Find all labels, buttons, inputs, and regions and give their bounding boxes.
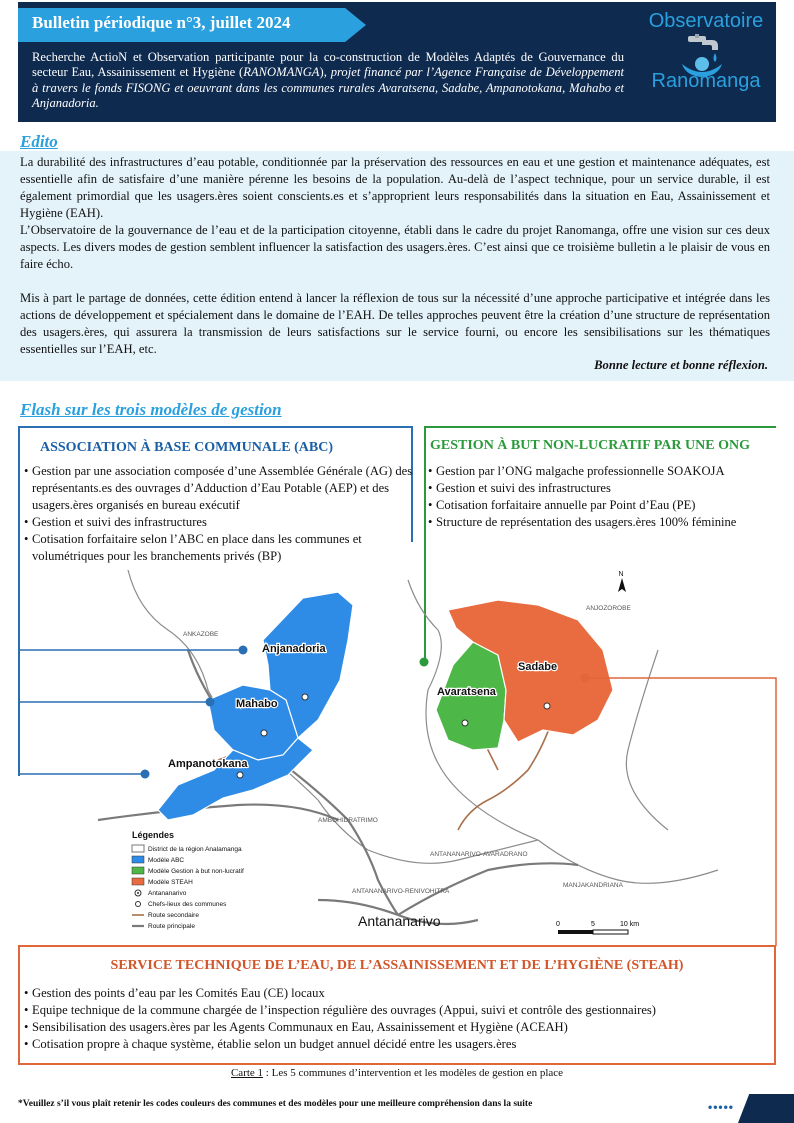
logo-top-text: Observatoire <box>648 10 764 32</box>
label-manjakandriana: MANJAKANDRIANA <box>563 882 623 889</box>
label-sadabe: Sadabe <box>518 661 558 673</box>
abc-border-top <box>18 426 413 428</box>
abc-heading: ASSOCIATION À BASE COMMUNALE (ABC) <box>40 440 333 455</box>
edito-signature: Bonne lecture et bonne réflexion. <box>594 358 768 372</box>
label-ankazobe: ANKAZOBE <box>183 631 219 638</box>
map-legend <box>132 830 244 930</box>
observatoire-logo <box>626 4 776 120</box>
legend-title: Légendes <box>132 830 175 840</box>
abc-list <box>24 463 414 565</box>
ong-connector-dot <box>420 658 429 667</box>
list-item: • Gestion par une association composée d’une Assemblée Générale (AG) des représentants.es des ouvrages d’Adduction d’Eau Potable (AEP) et des usagers.ères organisés en bureau exécutif <box>24 463 414 514</box>
north-arrow-icon <box>618 571 626 592</box>
ong-heading: GESTION À BUT NON-LUCRATIF PAR UNE ONG <box>430 438 750 453</box>
scale-bar <box>556 921 639 934</box>
label-antananarivo: Antananarivo <box>358 913 441 929</box>
label-anjozorobe: ANJOZOROBE <box>586 605 631 612</box>
abc-connectors <box>18 650 243 774</box>
scale-label: 5 <box>591 921 595 928</box>
legend-label: District de la région Analamanga <box>148 846 242 853</box>
legend-label: Chefs-lieux des communes <box>148 901 227 908</box>
label-ambohidratrimo: AMBOHIDRATRIMO <box>318 817 378 824</box>
legend-label: Modèle Gestion à but non-lucratif <box>148 868 244 875</box>
legend-swatch-district <box>132 845 144 852</box>
label-anjanadoria: Anjanadoria <box>262 643 326 655</box>
edito-heading: Edito <box>20 132 58 151</box>
legend-label: Modèle STEAH <box>148 879 193 886</box>
commune-map <box>18 570 778 950</box>
header-banner <box>18 2 776 122</box>
edito-paragraph: Mis à part le partage de données, cette édition entend à lancer la réflexion de tous sur la nécessité d’une approche participative et intégrée dans les actions de développement et spécialement dans le domaine de l’EAH. De telles approches peuvent être la création d’une structure de représentation des usagers.ères, qui assurera la transmission de leurs satisfactions sur le service fourni, ou encore les sensibilisations sur les thématiques essentielles sur l’EAH, etc. <box>20 291 770 356</box>
list-item: • Cotisation propre à chaque système, établie selon un budget annuel décidé entre les usagers.ères <box>24 1036 774 1053</box>
legend-swatch-ong <box>132 867 144 874</box>
bulletin-title: Bulletin périodique n°3, juillet 2024 <box>32 13 291 32</box>
edito-paragraph: L’Observatoire de la gouvernance de l’eau et de la participation citoyenne, établi dans le cadre du projet Ranomanga, offre une vision sur ces deux aspects. Les divers modes de gestion semblent influencer la satisfaction des usagers.ères. C’est ainsi que ce troisième bulletin a le plaisir de vous en faire écho. <box>20 223 770 271</box>
label-mahabo: Mahabo <box>236 698 278 710</box>
list-item: • Gestion par l’ONG malgache professionnelle SOAKOJA <box>428 463 778 480</box>
label-renivohitra: ANTANANARIVO-RENIVOHITRA <box>352 888 450 895</box>
legend-label: Route principale <box>148 923 195 930</box>
legend-label: Route secondaire <box>148 912 199 919</box>
label-avaradrano: ANTANANARIVO-AVARADRANO <box>430 851 528 858</box>
list-item: • Structure de représentation des usagers.ères 100% féminine <box>428 514 778 531</box>
legend-label: Antananarivo <box>148 890 187 897</box>
page-dots: ••••• <box>708 1100 735 1114</box>
scale-label: 0 <box>556 921 560 928</box>
edito-paragraph: La durabilité des infrastructures d’eau potable, conditionnée par la préservation des ressources en eau et une gestion et maintenance adéquates, est essentielle afin de satisfaire d’une manière pérenne les besoins de la population. Au-delà de l’aspect technique, pour un service durable, il est également primordial que les usagers.ères soient conscients.es et s’approprient leurs responsabilités dans la situation en Eau, Assainissement et Hygiène (EAH). <box>20 155 770 220</box>
legend-label: Modèle ABC <box>148 857 185 864</box>
project-description: Recherche ActioN et Observation participante pour la co-construction de Modèles Adaptés de Gouvernance du secteur Eau, Assainissement et Hygiène (RANOMANGA), projet financé par l’Agence Française de Développement à travers le fonds FISONG et oeuvrant dans les communes rurales Avaratsena, Sadabe, Ampanotokana, Mahabo et Anjanadoria. <box>32 50 624 111</box>
list-item: • Sensibilisation des usagers.ères par les Agents Communaux en Eau, Assainissement et Hygiène (ACEAH) <box>24 1019 774 1036</box>
logo-bottom-text: Ranomanga <box>651 70 761 92</box>
north-label: N <box>618 571 624 578</box>
spacer <box>20 273 770 290</box>
label-avaratsena: Avaratsena <box>437 686 496 698</box>
label-ampanotokana: Ampanotokana <box>168 758 248 770</box>
list-item: • Gestion et suivi des infrastructures <box>24 514 414 531</box>
scale-label: 10 km <box>620 921 640 928</box>
steah-heading: SERVICE TECHNIQUE DE L’EAU, DE L’ASSAINISSEMENT ET DE L’HYGIÈNE (STEAH) <box>110 958 684 973</box>
footnote: *Veuillez s’il vous plaît retenir les codes couleurs des communes et des modèles pour une meilleure compréhension dans la suite <box>18 1099 533 1109</box>
corner-decoration <box>738 1094 794 1123</box>
flash-heading: Flash sur les trois modèles de gestion <box>20 400 282 419</box>
list-item: • Gestion et suivi des infrastructures <box>428 480 778 497</box>
list-item: • Cotisation forfaitaire selon l’ABC en place dans les communes et volumétriques pour les branchements privés (BP) <box>24 531 414 565</box>
map-caption: Carte 1 : Les 5 communes d’intervention et les modèles de gestion en place <box>230 1067 564 1079</box>
list-item: • Gestion des points d’eau par les Comités Eau (CE) locaux <box>24 985 774 1002</box>
ong-border-top <box>424 426 776 428</box>
steah-connector <box>586 678 776 946</box>
edito-body <box>20 154 770 358</box>
steah-list <box>24 985 774 1053</box>
legend-swatch-steah <box>132 878 144 885</box>
list-item: • Cotisation forfaitaire annuelle par Point d’Eau (PE) <box>428 497 778 514</box>
legend-chef-lieu-icon <box>136 902 141 907</box>
list-item: • Equipe technique de la commune chargée de l’inspection régulière des ouvrages (Appui, suivi et contrôle des gestionnaires) <box>24 1002 774 1019</box>
ong-list <box>428 463 778 531</box>
legend-swatch-abc <box>132 856 144 863</box>
steah-connector-dot <box>581 674 590 683</box>
